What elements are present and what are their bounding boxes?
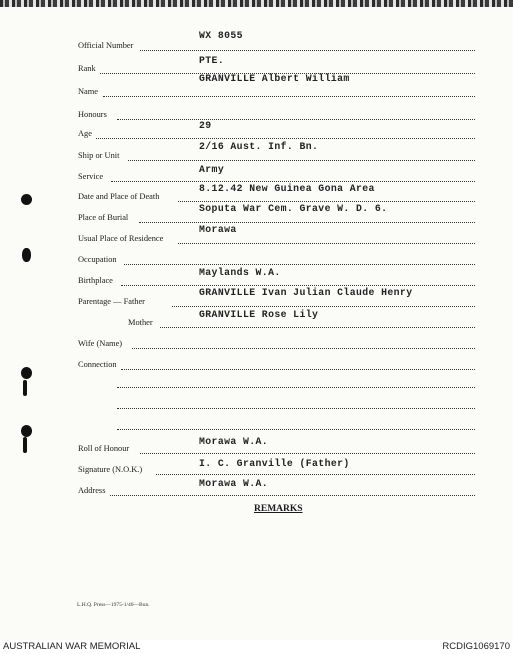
address-value: Morawa W.A. xyxy=(199,478,269,489)
ship-or-unit-value: 2/16 Aust. Inf. Bn. xyxy=(199,141,319,152)
remarks-heading: REMARKS xyxy=(254,504,303,514)
service-value: Army xyxy=(199,164,225,175)
rank-value: PTE. xyxy=(199,55,225,66)
age-line xyxy=(96,138,475,139)
official-number-label: Official Number xyxy=(78,41,134,50)
burial-line xyxy=(139,222,475,223)
ship-or-unit-line xyxy=(128,160,475,161)
punch-hole xyxy=(23,380,27,396)
birthplace-value: Maylands W.A. xyxy=(199,267,281,278)
signature-line xyxy=(156,474,475,475)
death-line xyxy=(178,201,475,202)
service-label: Service xyxy=(78,172,104,181)
burial-label: Place of Burial xyxy=(78,213,129,222)
printer-imprint: L.H.Q. Press—1975-1/46—Bun. xyxy=(77,602,150,608)
punch-hole xyxy=(22,248,31,262)
residence-value: Morawa xyxy=(199,224,237,235)
mother-label: Mother xyxy=(128,318,153,327)
connection-extra-line xyxy=(117,429,475,430)
death-label: Date and Place of Death xyxy=(78,192,160,201)
roll-of-honour-line xyxy=(140,453,475,454)
death-value: 8.12.42 New Guinea Gona Area xyxy=(199,183,375,194)
footer-reference-id: RCDIG1069170 xyxy=(442,641,510,652)
occupation-label: Occupation xyxy=(78,255,117,264)
mother-value: GRANVILLE Rose Lily xyxy=(199,309,319,320)
wife-label: Wife (Name) xyxy=(78,339,123,348)
age-label: Age xyxy=(78,129,92,138)
punch-hole xyxy=(21,194,32,205)
connection-extra-line xyxy=(117,408,475,409)
father-value: GRANVILLE Ivan Julian Claude Henry xyxy=(199,287,413,298)
punch-hole xyxy=(21,367,32,379)
residence-label: Usual Place of Residence xyxy=(78,234,164,243)
residence-line xyxy=(178,243,475,244)
name-value: GRANVILLE Albert William xyxy=(199,73,350,84)
birthplace-label: Birthplace xyxy=(78,276,113,285)
rank-label: Rank xyxy=(78,64,96,73)
archive-footer xyxy=(0,640,513,654)
signature-value: I. C. Granville (Father) xyxy=(199,458,350,469)
burial-value: Soputa War Cem. Grave W. D. 6. xyxy=(199,203,388,214)
name-label: Name xyxy=(78,87,98,96)
honours-label: Honours xyxy=(78,110,107,119)
mother-line xyxy=(160,327,475,328)
official-number-value: WX 8055 xyxy=(199,30,243,41)
connection-label: Connection xyxy=(78,360,117,369)
wife-line xyxy=(132,348,475,349)
connection-line xyxy=(121,369,475,370)
father-line xyxy=(172,306,475,307)
ship-or-unit-label: Ship or Unit xyxy=(78,151,120,160)
connection-extra-line xyxy=(117,387,475,388)
name-line xyxy=(103,96,475,97)
roll-of-honour-value: Morawa W.A. xyxy=(199,436,269,447)
address-label: Address xyxy=(78,486,106,495)
official-number-line xyxy=(140,50,475,51)
honours-line xyxy=(117,119,475,120)
footer-institution: AUSTRALIAN WAR MEMORIAL xyxy=(3,641,141,652)
address-line xyxy=(110,495,475,496)
service-line xyxy=(111,181,475,182)
punch-hole xyxy=(21,425,32,437)
occupation-line xyxy=(124,264,475,265)
signature-label: Signature (N.O.K.) xyxy=(78,465,143,474)
age-value: 29 xyxy=(199,120,212,131)
roll-of-honour-label: Roll of Honour xyxy=(78,444,130,453)
father-label: Parentage — Father xyxy=(78,297,145,306)
scanned-top-edge xyxy=(0,0,513,7)
punch-hole xyxy=(23,437,27,453)
birthplace-line xyxy=(121,285,475,286)
